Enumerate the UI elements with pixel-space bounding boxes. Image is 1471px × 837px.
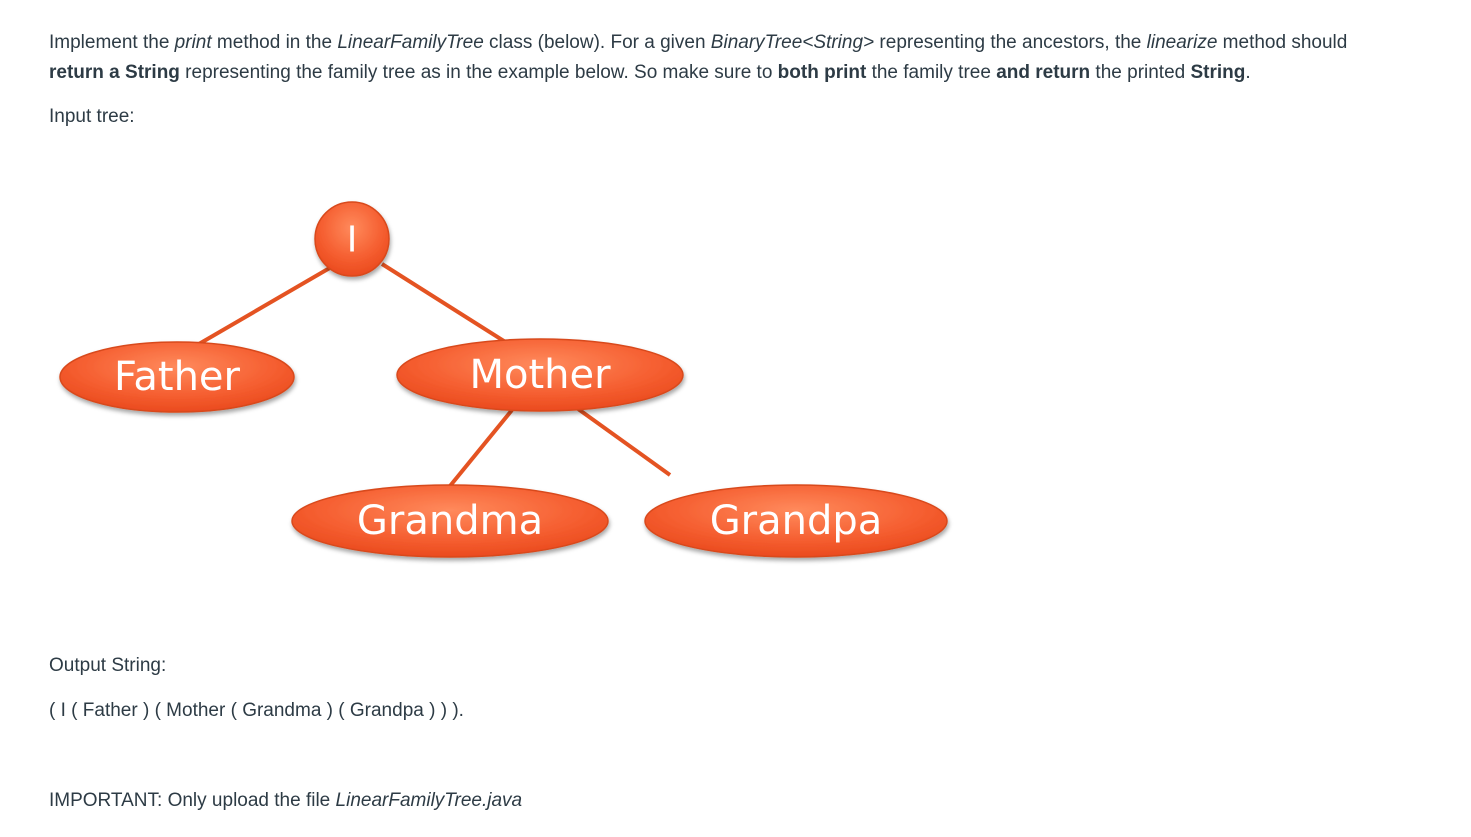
instructions-line-2 [49,58,1429,88]
text: the printed [1090,62,1191,83]
emphasis: both print [777,62,867,83]
text: representing the family tree as in the example below. So make sure to [179,62,778,83]
mother-label: Mother [469,352,611,398]
text: representing the ancestors, the [874,32,1147,53]
grandpa-label: Grandpa [709,498,883,544]
important-text: IMPORTANT: Only upload the file [49,790,336,811]
text: . [1245,62,1251,83]
tree-node-grandma [292,485,608,557]
grandma-label: Grandma [356,498,544,544]
father-label: Father [114,354,240,400]
filename: LinearFamilyTree.java [335,790,523,811]
text: class (below). For a given [483,32,711,53]
text: Implement the [49,32,175,53]
output-string-label: Output String: [49,655,167,676]
tree-node-mother [397,339,683,411]
emphasis: and return [996,62,1091,83]
linearize-method-name: linearize [1146,32,1218,53]
print-method-name: print [174,32,212,53]
edge-root-father [192,262,340,348]
tree-node-grandpa [645,485,947,557]
text: method in the [211,32,338,53]
class-name: LinearFamilyTree [337,32,484,53]
tree-node-root [315,202,389,276]
edge-root-mother [382,264,515,348]
edge-mother-grandpa [574,406,670,475]
instructions [49,28,1429,88]
input-tree-label: Input tree: [49,106,135,127]
edge-mother-grandma [450,410,512,486]
emphasis: return a String [49,62,180,83]
instructions-line-1 [49,28,1429,58]
output-string-value: ( I ( Father ) ( Mother ( Grandma ) ( Grandpa ) ) ). [49,700,464,721]
tree-node-father [60,342,294,412]
text: the family tree [866,62,997,83]
important-note [49,790,522,812]
text: method should [1217,32,1348,53]
emphasis: String [1190,62,1246,83]
root-label: I [346,219,358,261]
family-tree-diagram [0,180,1000,580]
type-name: BinaryTree<String> [710,32,875,53]
